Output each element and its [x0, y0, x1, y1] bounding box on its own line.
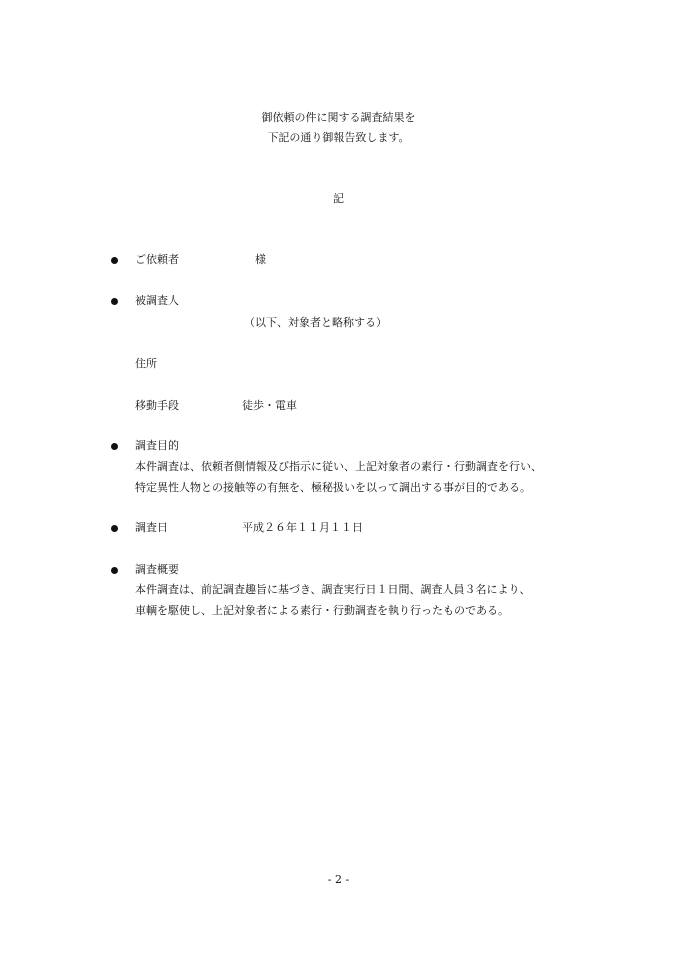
overview-line-2: 車輌を駆使し、上記対象者による素行・行動調査を執り行ったものである。	[135, 604, 509, 617]
subject-label: 被調査人	[135, 294, 179, 307]
bullet-icon	[111, 525, 118, 532]
client-label: ご依頼者	[135, 253, 179, 266]
purpose-line-1: 本件調査は、依頼者側情報及び指示に従い、上記対象者の素行・行動調査を行い、	[135, 460, 542, 473]
overview-line-1: 本件調査は、前記調査趣旨に基づき、調査実行日１日間、調査人員３名により、	[135, 583, 531, 596]
page-number: - 2 -	[327, 873, 350, 886]
subject-note: （以下、対象者と略称する）	[244, 316, 387, 329]
bullet-icon	[111, 567, 118, 574]
date-label: 調査日	[135, 521, 168, 534]
bullet-icon	[111, 443, 118, 450]
bullet-icon	[111, 298, 118, 305]
date-value: 平成２６年１１月１１日	[242, 521, 363, 534]
transport-label: 移動手段	[135, 399, 179, 412]
overview-label: 調査概要	[135, 563, 179, 576]
purpose-line-2: 特定異性人物との接触等の有無を、極秘扱いを以って調出する事が目的である。	[135, 481, 531, 494]
address-label: 住所	[135, 357, 157, 370]
intro-line-2: 下記の通り御報告致します。	[267, 131, 410, 144]
intro-line-1: 御依頼の件に関する調査結果を	[261, 111, 416, 124]
bullet-icon	[111, 257, 118, 264]
ki-heading: 記	[333, 192, 344, 205]
transport-value: 徒歩・電車	[242, 399, 297, 412]
purpose-label: 調査目的	[135, 439, 179, 452]
client-honorific: 様	[255, 253, 266, 266]
